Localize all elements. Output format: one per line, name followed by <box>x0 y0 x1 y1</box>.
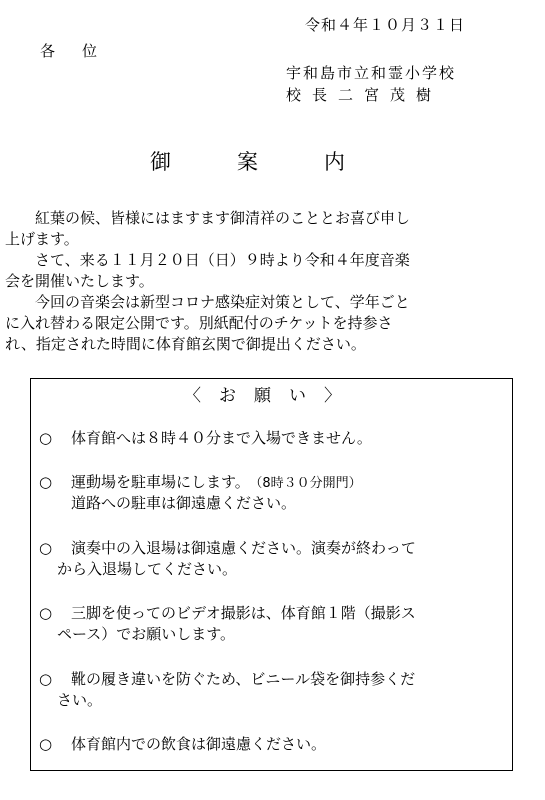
gate-open-note: （8時３０分開門） <box>255 476 362 491</box>
issue-date: 令和４年１０月３１日 <box>305 16 466 34</box>
item-text: 三脚を使ってのビデオ撮影は、体育館１階（撮影ス <box>71 604 416 622</box>
body-text <box>5 208 525 355</box>
circle-bullet-icon: ○ <box>39 429 53 447</box>
paragraph-line: 会を開催いたします。 <box>5 272 154 290</box>
document-title: 御案内 <box>150 150 411 174</box>
circle-bullet-icon: ○ <box>39 473 53 491</box>
item-text-main: 運動場を駐車場にします。 <box>71 473 250 491</box>
sender-block <box>286 62 456 106</box>
circle-bullet-icon: ○ <box>39 604 53 622</box>
item-text: 靴の履き違いを防ぐため、ビニール袋を御持参くだ <box>71 670 416 688</box>
principal-name: 校長二宮茂樹 <box>286 86 443 104</box>
requests-header: 〈お願い〉 <box>184 386 359 406</box>
circle-bullet-icon: ○ <box>39 735 53 753</box>
item-text: 演奏中の入退場は御遠慮ください。演奏が終わって <box>71 539 416 557</box>
paragraph-line: に入れ替わる限定公開です。別紙配付のチケットを持参さ <box>5 314 393 332</box>
item-text-continued: ペース）でお願いします。 <box>57 625 236 643</box>
recipient: 各位 <box>40 42 125 60</box>
paragraph-line: れ、指定された時間に体育館玄関で御提出ください。 <box>5 335 366 353</box>
paragraph-line: 紅葉の候、皆様にはますます御清祥のこととお喜び申し <box>35 209 411 227</box>
circle-bullet-icon: ○ <box>39 670 53 688</box>
paragraph-event <box>5 250 525 292</box>
paragraph-line: 今回の音楽会は新型コロナ感染症対策として、学年ごと <box>35 293 410 311</box>
item-text-continued: 道路への駐車は御遠慮ください。 <box>71 494 297 512</box>
item-text <box>71 472 362 494</box>
paragraph-greeting <box>5 208 525 250</box>
item-text-continued: さい。 <box>57 691 103 709</box>
paragraph-line: さて、来る１１月２０日（日）９時より令和４年度音楽 <box>35 251 410 269</box>
paragraph-details <box>5 292 525 355</box>
item-text-continued: から入退場してください。 <box>57 560 238 578</box>
circle-bullet-icon: ○ <box>39 539 53 557</box>
requests-box <box>30 378 513 771</box>
school-name: 宇和島市立和霊小学校 <box>286 64 457 82</box>
item-text: 体育館内での飲食は御遠慮ください。 <box>71 735 327 753</box>
item-text: 体育館へは８時４０分まで入場できません。 <box>71 429 372 447</box>
paragraph-line: 上げます。 <box>5 230 79 248</box>
